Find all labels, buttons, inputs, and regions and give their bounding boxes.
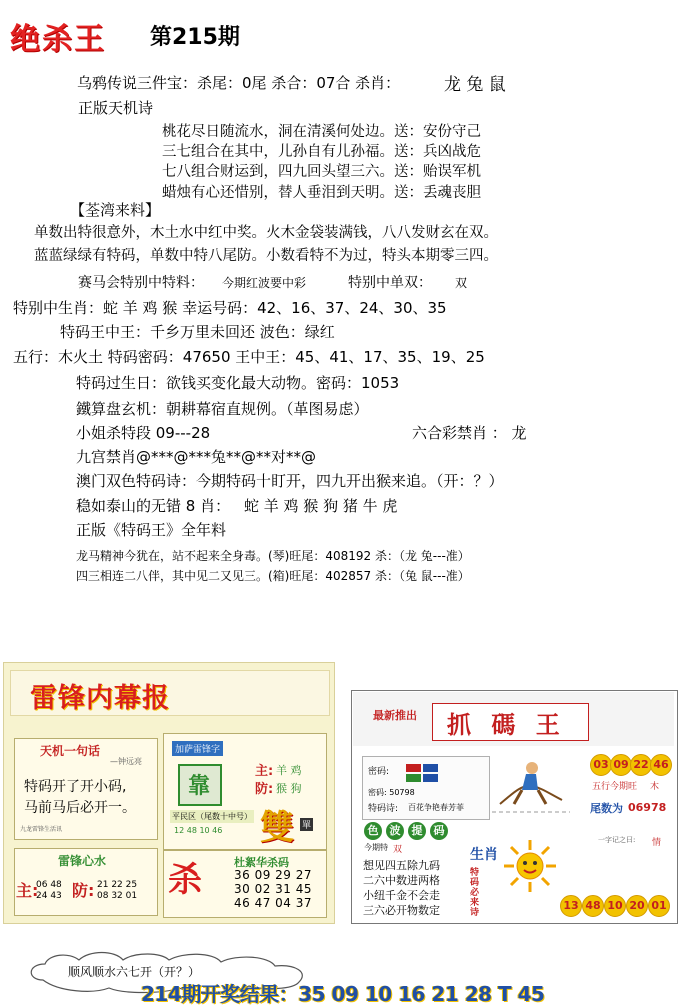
birthday-line: 特码过生日：欲钱买变化最大动物。密码：1053 bbox=[76, 374, 400, 392]
picks-main-row-2: 24 43 bbox=[36, 891, 62, 901]
tiles-logo-icon bbox=[405, 763, 441, 783]
jockey-club-value: 今期红波要中彩 bbox=[222, 276, 307, 290]
this-issue-value: 双 bbox=[393, 845, 403, 855]
taishan-zodiacs: 蛇 羊 鸡 猴 狗 猪 牛 虎 bbox=[244, 497, 398, 515]
tsuen-wan-line-2: 蓝蓝绿绿有特码，单数中特八尾防。小数看特不为过，特头本期零三四。 bbox=[34, 248, 498, 264]
jockey-club-label: 赛马会特别中特料： bbox=[78, 275, 204, 291]
picks-guard-label: 防: bbox=[72, 881, 95, 900]
result-ball: 13 bbox=[560, 895, 582, 917]
main-zodiac-label: 主: bbox=[255, 764, 274, 779]
picks-guard-row-2: 08 32 01 bbox=[97, 891, 138, 901]
hot-ball: 46 bbox=[650, 754, 672, 776]
kill-code-title: 杜絮华杀码 bbox=[234, 856, 289, 869]
hint-tag: 提 bbox=[408, 822, 426, 840]
commoner-zone-label: 平民区（尾数十中号） bbox=[172, 812, 252, 821]
last-draw-result: 214期开奖结果：35 09 10 16 21 28 T 45 bbox=[141, 982, 545, 1006]
result-ball: 01 bbox=[648, 895, 670, 917]
zodiac-heading: 生肖 bbox=[470, 847, 498, 863]
must-come-poem-label: 特码必来诗 bbox=[470, 868, 480, 918]
miss-kill-line: 小姐杀特段 09---28 bbox=[76, 424, 211, 442]
kill-glyph: 杀 bbox=[168, 860, 202, 900]
hot-ball: 22 bbox=[630, 754, 652, 776]
this-issue-label: 今期特 bbox=[364, 843, 388, 852]
code-poem-label: 特码诗: bbox=[368, 804, 399, 814]
annual-line-1: 龙马精神今犹在，站不起来全身毒。(琴)旺尾：408192 杀：（龙 兔---准） bbox=[76, 549, 470, 563]
result-ball: 10 bbox=[604, 895, 626, 917]
password-label: 密码: bbox=[368, 767, 390, 777]
oracle-line-1: 特码开了开小码, bbox=[24, 779, 127, 795]
wave-tag: 波 bbox=[386, 822, 404, 840]
kill-code-row-3: 46 47 04 37 bbox=[234, 896, 313, 910]
grab-code-title: 抓 碼 王 bbox=[447, 710, 566, 739]
crow-legend-line: 乌鸦传说三件宝：杀尾：0尾 杀合：07合 杀肖： bbox=[77, 74, 401, 92]
five-elements-value: 木 bbox=[650, 782, 660, 792]
macau-poem-line: 澳门双色特码诗：今期特码十盯开，四九开出猴来追。（开：？） bbox=[76, 472, 504, 490]
taishan-label: 稳如泰山的无错 8 肖： bbox=[76, 497, 231, 515]
result-ball: 20 bbox=[626, 895, 648, 917]
grab-code-kicker: 最新推出 bbox=[373, 709, 417, 722]
hot-ball: 03 bbox=[590, 754, 612, 776]
tail-label: 尾数为 bbox=[590, 802, 623, 815]
tsuen-wan-heading: 【荃湾来料】 bbox=[70, 201, 161, 219]
horse-rider-illustration bbox=[492, 754, 570, 816]
odd-even-value: 双 bbox=[455, 276, 468, 290]
special-zodiac-line: 特别中生肖：蛇 羊 鸡 猴 幸运号码：42、16、37、24、30、35 bbox=[13, 299, 447, 317]
page-title: 绝杀王 bbox=[10, 22, 106, 57]
grab-poem-line-3: 小纽千金不会走 bbox=[363, 889, 440, 902]
oracle-line-2: 马前马后必开一。 bbox=[24, 800, 136, 816]
tail-value: 06978 bbox=[628, 801, 667, 814]
color-tag: 色 bbox=[364, 822, 382, 840]
heaven-poem-heading: 正版天机诗 bbox=[78, 99, 154, 117]
code-poem-value: 百花争艳春芳菲 bbox=[408, 803, 464, 812]
picks-main-row-1: 06 48 bbox=[36, 880, 62, 890]
issue-number: 第215期 bbox=[150, 25, 240, 50]
annual-line-2: 四三相连二八伴，其中见二又见三。(箱)旺尾：402857 杀：（兔 鼠---准） bbox=[76, 569, 470, 583]
poem-line-2: 三七组合在其中，儿孙自有儿孙福。送：兵凶战危 bbox=[162, 144, 481, 160]
footer-note: 顺风顺水六七开（开？） bbox=[68, 965, 201, 979]
main-zodiac-value: 羊 鸡 bbox=[276, 764, 302, 777]
annual-heading: 正版《特码王》全年料 bbox=[76, 521, 227, 539]
double-glyph: 雙 bbox=[260, 808, 294, 848]
hot-ball: 09 bbox=[610, 754, 632, 776]
king-of-codes-line: 特码王中王：千乡万里未回还 波色：绿红 bbox=[60, 323, 335, 341]
code-tag: 码 bbox=[430, 822, 448, 840]
one-word-value: 情 bbox=[652, 838, 662, 848]
poem-line-1: 桃花尽日随流水，洞在清溪何处边。送：安份守己 bbox=[162, 124, 481, 140]
leifeng-picks-title: 雷锋心水 bbox=[58, 854, 107, 868]
password-code: 密码: 50798 bbox=[368, 788, 415, 797]
picks-main-label: 主: bbox=[16, 881, 39, 900]
crow-zodiac: 龙 兔 鼠 bbox=[444, 75, 506, 95]
one-word-label: 一字记之曰: bbox=[598, 836, 636, 844]
single-glyph: 單 bbox=[300, 818, 313, 831]
leifeng-title: 雷锋内幕报 bbox=[30, 683, 170, 714]
grab-poem-line-1: 想见四五除九码 bbox=[363, 859, 440, 872]
nine-palace-line: 九宫禁肖@***@***兔**@**对**@ bbox=[76, 448, 317, 466]
oracle-box-footer: 九龙雷锋生活讯 bbox=[20, 826, 63, 833]
five-elements-line: 五行：木火土 特码密码：47650 王中王：45、41、17、35、19、25 bbox=[13, 348, 485, 366]
grab-poem-line-4: 三六必开物数定 bbox=[363, 904, 440, 917]
sun-mascot-illustration bbox=[498, 838, 562, 894]
picks-guard-row-1: 21 22 25 bbox=[97, 880, 138, 890]
abacus-line: 鐵算盘玄机：朝耕幕宿直规例。（革图易虑） bbox=[76, 400, 369, 418]
char-tile-glyph: 靠 bbox=[188, 774, 211, 799]
commoner-zone-numbers: 12 48 10 46 bbox=[174, 826, 223, 835]
oracle-box-author: —钟远亮 bbox=[110, 757, 142, 766]
kill-code-row-1: 36 09 29 27 bbox=[234, 868, 313, 882]
poem-line-3: 七八组合财运到，四九回头望三六。送：贻误军机 bbox=[162, 164, 481, 180]
odd-even-label: 特别中单双： bbox=[348, 275, 432, 291]
mark-six-ban-line: 六合彩禁肖 ： 龙 bbox=[412, 424, 527, 442]
poem-line-4: 蜡烛有心还惜别，替人垂泪到天明。送：丢魂丧胆 bbox=[162, 185, 481, 201]
guard-zodiac-label: 防: bbox=[255, 782, 274, 797]
guard-zodiac-value: 猴 狗 bbox=[276, 782, 302, 795]
five-elements-label: 五行今期旺 bbox=[592, 782, 638, 792]
tsuen-wan-line-1: 单数出特很意外，木土水中红中奖。火木金袋装满钱，八八发财玄在双。 bbox=[34, 225, 498, 241]
oracle-box-title: 天机一句话 bbox=[40, 744, 101, 758]
char-box-heading: 加萨雷锋字 bbox=[172, 741, 223, 756]
grab-poem-line-2: 二六中数进两格 bbox=[363, 874, 440, 887]
result-ball: 48 bbox=[582, 895, 604, 917]
kill-code-row-2: 30 02 31 45 bbox=[234, 882, 313, 896]
